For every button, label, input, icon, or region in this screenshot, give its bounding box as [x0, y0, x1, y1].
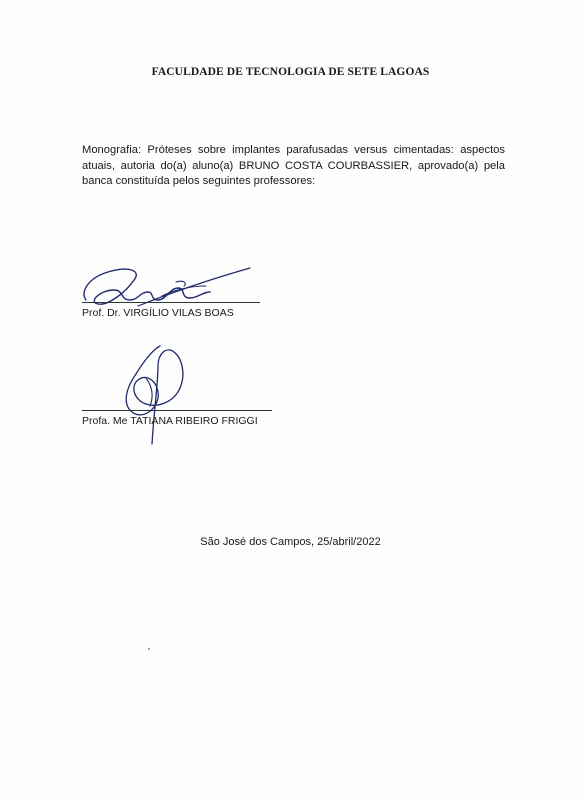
institution-header: FACULDADE DE TECNOLOGIA DE SETE LAGOAS — [151, 66, 430, 78]
signature-line-2 — [82, 410, 272, 411]
scan-speck — [148, 648, 150, 650]
signature-line-1 — [82, 302, 260, 303]
approval-paragraph: Monografia: Próteses sobre implantes parafusadas versus cimentadas: aspectos atuais, autoria do(a) aluno(a) BRUNO COSTA COURBASSIER, aprovado(a) pela banca constituída pelos seguintes professores: — [82, 144, 505, 187]
signatory-name-1: Prof. Dr. VIRGÍLIO VILAS BOAS — [82, 307, 234, 319]
signature-block-2 — [82, 340, 282, 450]
handwritten-signature-2 — [112, 340, 192, 448]
signatory-name-2: Profa. Me TATIANA RIBEIRO FRIGGI — [82, 415, 258, 427]
signature-block-1 — [82, 262, 282, 322]
place-and-date: São José dos Campos, 25/abril/2022 — [200, 536, 381, 548]
